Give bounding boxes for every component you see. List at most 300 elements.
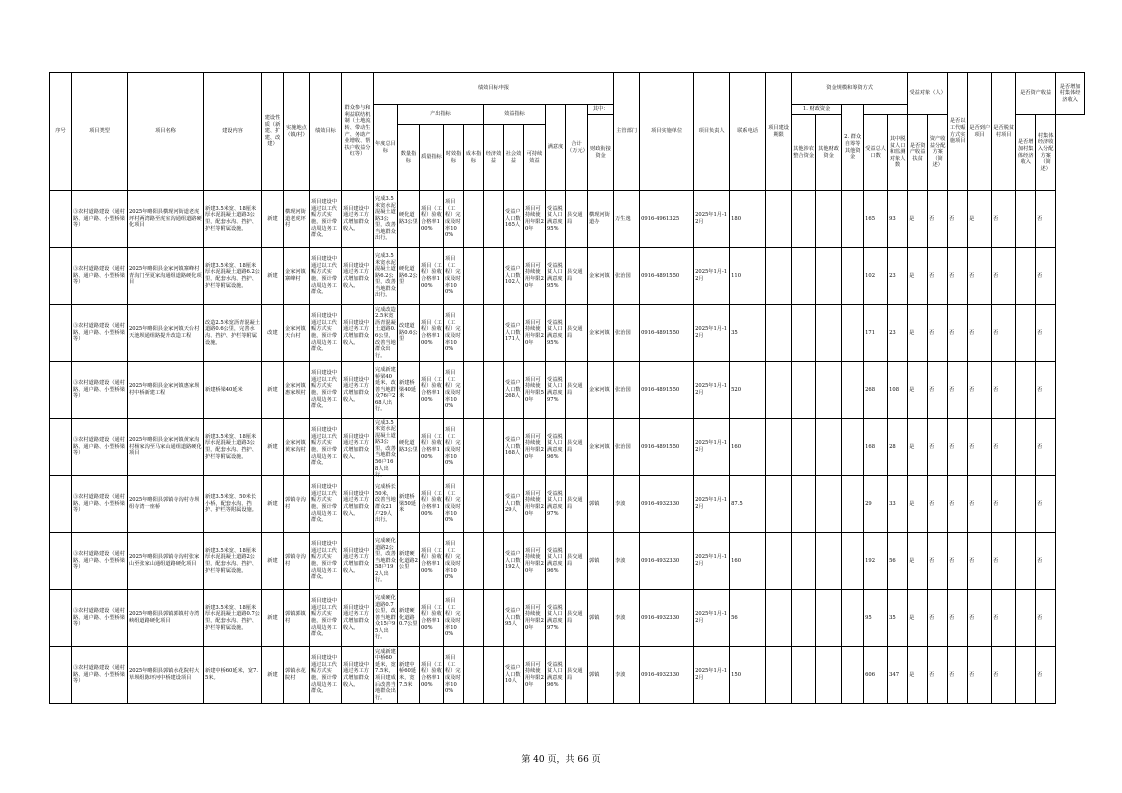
person-cell: 张治国 (614, 248, 640, 305)
header-perf: 绩效目标申报 (374, 73, 614, 105)
benef-poor-cell: 347 (888, 647, 908, 704)
asset-yes-cell: 否 (968, 533, 992, 590)
total-cell: 180 (730, 191, 766, 248)
cost-cell (464, 647, 484, 704)
qty-cell: 新建桥梁50延米 (398, 476, 420, 533)
person-cell: 张治国 (614, 419, 640, 476)
benef-poor-cell: 35 (888, 590, 908, 647)
asset-plan-cell: 否 (992, 305, 1016, 362)
benef-total-cell: 29 (864, 476, 888, 533)
header-timely: 时效指标 (444, 125, 464, 191)
header-among: 其中： (588, 105, 614, 115)
workrelief-cell: 是 (908, 419, 928, 476)
coll-yes-cell (1016, 248, 1036, 305)
content-cell: 改造2.5米宽沥青混凝土道路0.6公里，完善水沟、挡护、护栏等附属设施。 (204, 305, 262, 362)
cost-cell (464, 305, 484, 362)
econ-cell (484, 248, 504, 305)
header-benefit: 效益指标 (484, 105, 546, 125)
table-row (50, 647, 1085, 704)
dept-cell: 县交通局 (566, 419, 588, 476)
table-row (50, 362, 1085, 419)
poorvillage-cell: 否 (948, 419, 968, 476)
header-self: 2. 群众自筹等其他资金 (842, 105, 864, 191)
cost-cell (464, 419, 484, 476)
table-body (50, 191, 1085, 704)
agri-cell (766, 191, 792, 248)
coll-plan-cell: 否 (1036, 590, 1056, 647)
header-target: 绩效目标 (310, 73, 342, 191)
name-cell: 2025年略阳县金家河镇黄家沟村杨家沟至马家山通组道路硬化项目 (128, 419, 204, 476)
coll-plan-cell: 否 (1036, 248, 1056, 305)
mass-cell: 项目建设中通过务工方式增加群众收入。 (342, 647, 374, 704)
poorvillage-cell: 否 (948, 647, 968, 704)
econ-cell (484, 362, 504, 419)
header-funds: 资金规模和筹资方式 (792, 73, 908, 105)
quality-cell: 项目（工程）验收合格率100% (420, 533, 444, 590)
header-type: 项目类型 (72, 73, 128, 191)
period-cell: 2025年1月-12月 (694, 476, 730, 533)
unit-cell: 郭镇 (588, 647, 614, 704)
benef-poor-cell: 93 (888, 191, 908, 248)
benef-total-cell: 102 (864, 248, 888, 305)
header-unit: 项目实施单位 (640, 73, 694, 191)
period-cell: 2025年1月-12月 (694, 362, 730, 419)
cost-cell (464, 248, 484, 305)
seq-cell (50, 362, 72, 419)
quality-cell: 项目（工程）验收合格率100% (420, 647, 444, 704)
type-cell: ③农村道路建设（通村路、通户路、小型桥梁等） (72, 590, 128, 647)
header-workrelief: 是否以工代赈方式实施项目 (948, 73, 968, 191)
agri-cell (766, 533, 792, 590)
content-cell: 新建3.5米宽、18厘米厚水泥混凝土道路2公里，配套水沟、挡护、护栏等附属设施。 (204, 533, 262, 590)
sustain-cell: 项目可持续使用年限20年 (524, 533, 546, 590)
type-cell: ③农村道路建设（通村路、通户路、小型桥梁等） (72, 248, 128, 305)
dept-cell: 县交通局 (566, 191, 588, 248)
location-cell: 横现河街道老虎坪村 (284, 191, 310, 248)
econ-cell (484, 590, 504, 647)
unit-cell: 金家河镇 (588, 305, 614, 362)
social-cell: 受益户人口数29人 (504, 476, 524, 533)
header-poorvillage: 是否脱贫村项目 (992, 73, 1016, 191)
agri-cell (766, 248, 792, 305)
other-fiscal-cell (816, 248, 842, 305)
social-cell: 受益户人口数10人 (504, 647, 524, 704)
table-row (50, 305, 1085, 362)
header-phone: 联系电话 (730, 73, 766, 191)
social-cell: 受益户人口数165人 (504, 191, 524, 248)
table-row (50, 419, 1085, 476)
asset-plan-cell: 否 (992, 533, 1016, 590)
social-cell: 受益户人口数171人 (504, 305, 524, 362)
header-seq: 序号 (50, 73, 72, 191)
content-cell: 新建3.5米宽、18厘米厚水泥混凝土道路3公里，配套水沟、挡护、护栏等附属设施。 (204, 419, 262, 476)
location-cell: 郭镇寺沟村 (284, 476, 310, 533)
other-fiscal-cell (816, 305, 842, 362)
coll-plan-cell: 否 (1036, 191, 1056, 248)
poorvillage-cell: 否 (948, 533, 968, 590)
table-row (50, 248, 1085, 305)
table-row (50, 590, 1085, 647)
other-fiscal-cell (816, 590, 842, 647)
person-cell: 万生逸 (614, 191, 640, 248)
name-cell: 2025年略阳县金家河镇惠家坝村中桥新建工程 (128, 362, 204, 419)
cost-cell (464, 362, 484, 419)
workrelief-cell: 是 (908, 476, 928, 533)
mass-cell: 项目建设中通过务工方式增加群众收入。 (342, 476, 374, 533)
coll-plan-cell: 否 (1036, 533, 1056, 590)
timely-cell: 项目（工程）完成及时率100% (444, 248, 464, 305)
asset-plan-cell: 否 (992, 476, 1016, 533)
header-fiscal: 1. 财政资金 (792, 105, 842, 115)
timely-cell: 项目（工程）完成及时率100% (444, 419, 464, 476)
target-cell: 项目建设中通过以工代赈方式实施，预计带动周边务工群众。 (310, 476, 342, 533)
satis-cell: 受益脱贫人口满意度96% (546, 647, 566, 704)
mass-cell: 项目建设中通过务工方式增加群众收入。 (342, 191, 374, 248)
type-cell: ③农村道路建设（通村路、通户路、小型桥梁等） (72, 191, 128, 248)
location-cell: 郭镇水花院村 (284, 647, 310, 704)
benef-poor-cell: 56 (888, 533, 908, 590)
qty-cell: 新建中桥60延米，宽7.5米 (398, 647, 420, 704)
econ-cell (484, 191, 504, 248)
self-cell (842, 248, 864, 305)
phone-cell: 0916-4932330 (640, 647, 694, 704)
header-mass: 群众参与和利益联结机制（土地流转、带动生产、务助产业增收、帮扶户收益分红等） (342, 73, 374, 191)
header-annual: 年度总目标 (374, 105, 398, 191)
coll-plan-cell: 否 (1036, 362, 1056, 419)
self-cell (842, 362, 864, 419)
nature-cell: 新建 (262, 533, 284, 590)
content-cell: 新建3.5米宽、18厘米厚水泥混凝土道路0.7公里，配套水沟、挡护、护栏等附属设施。 (204, 590, 262, 647)
assetproj-cell: 否 (928, 647, 948, 704)
coll-yes-cell (1016, 476, 1036, 533)
poorvillage-cell: 否 (948, 305, 968, 362)
dept-cell: 县交通局 (566, 476, 588, 533)
total-cell: 87.5 (730, 476, 766, 533)
total-cell: 160 (730, 533, 766, 590)
location-cell: 郭镇寺沟村 (284, 533, 310, 590)
table-row (50, 533, 1085, 590)
header-beneficiary: 受益对象（人） (908, 73, 948, 115)
other-agri-cell (792, 476, 816, 533)
quality-cell: 项目（工程）验收合格率100% (420, 305, 444, 362)
social-cell: 受益户人口数95人 (504, 590, 524, 647)
asset-yes-cell: 否 (968, 362, 992, 419)
other-fiscal-cell (816, 476, 842, 533)
poorvillage-cell: 否 (948, 590, 968, 647)
person-cell: 李波 (614, 590, 640, 647)
location-cell: 金家河镇黄家沟村 (284, 419, 310, 476)
agri-cell (766, 476, 792, 533)
target-cell: 项目建设中通过以工代赈方式实施，预计带动周边务工群众。 (310, 305, 342, 362)
header-benef-total: 受益总人口数 (864, 115, 888, 191)
nature-cell: 新建 (262, 476, 284, 533)
mass-cell: 项目建设中通过务工方式增加群众收入。 (342, 362, 374, 419)
phone-cell: 0916-4961325 (640, 191, 694, 248)
coll-plan-cell: 否 (1036, 476, 1056, 533)
coll-yes-cell (1016, 362, 1036, 419)
total-cell: 150 (730, 647, 766, 704)
mass-cell: 项目建设中通过务工方式增加群众收入。 (342, 248, 374, 305)
period-cell: 2025年1月-12月 (694, 590, 730, 647)
header-asset-plan: 资产收益分配方案（简述） (928, 115, 948, 191)
asset-yes-cell: 否 (968, 248, 992, 305)
content-cell: 新建3.5米宽、18厘米厚水泥混凝土道路3公里，配套水沟、挡护、护栏等附属设施。 (204, 191, 262, 248)
cost-cell (464, 191, 484, 248)
dept-cell: 县交通局 (566, 248, 588, 305)
quality-cell: 项目（工程）验收合格率100% (420, 362, 444, 419)
period-cell: 2025年1月-12月 (694, 533, 730, 590)
benef-poor-cell: 28 (888, 419, 908, 476)
coll-yes-cell (1016, 533, 1036, 590)
other-agri-cell (792, 191, 816, 248)
asset-plan-cell: 否 (992, 647, 1016, 704)
agri-cell (766, 590, 792, 647)
target-cell: 项目建设中通过以工代赈方式实施，预计带动周边务工群众。 (310, 647, 342, 704)
benef-total-cell: 168 (864, 419, 888, 476)
timely-cell: 项目（工程）完成及时率100% (444, 305, 464, 362)
asset-yes-cell: 否 (968, 476, 992, 533)
econ-cell (484, 647, 504, 704)
sustain-cell: 项目可持续使用年限20年 (524, 647, 546, 704)
name-cell: 2025年略阳县横现河街道老虎坪村两湾路至虎室沟通组道路硬化项目 (128, 191, 204, 248)
asset-yes-cell: 否 (968, 590, 992, 647)
content-cell: 新建3.5米宽、50米长小桥，配套水沟、挡护、护栏等附属设施。 (204, 476, 262, 533)
header-asset: 是否资产收益 (1016, 73, 1056, 115)
type-cell: ③农村道路建设（通村路、通户路、小型桥梁等） (72, 419, 128, 476)
other-fiscal-cell (816, 533, 842, 590)
nature-cell: 新建 (262, 590, 284, 647)
header-assetproj: 是否到户项目 (968, 73, 992, 191)
asset-yes-cell: 否 (968, 647, 992, 704)
social-cell: 受益户人口数102人 (504, 248, 524, 305)
total-cell: 35 (730, 305, 766, 362)
annual-cell: 完成改造2.5米宽沥青混凝土道路0.6公里，改善当地群众出行。 (374, 305, 398, 362)
benef-total-cell: 95 (864, 590, 888, 647)
content-cell: 新建3.5米宽、18厘米厚水泥混凝土道路6.2公里，配套水沟、挡护、护栏等附属设施。 (204, 248, 262, 305)
phone-cell: 0916-4891550 (640, 362, 694, 419)
other-agri-cell (792, 248, 816, 305)
header-satis: 满意度 (546, 105, 566, 191)
mass-cell: 项目建设中通过务工方式增加群众收入。 (342, 533, 374, 590)
sustain-cell: 项目可持续使用年限20年 (524, 191, 546, 248)
sustain-cell: 项目可持续使用年限20年 (524, 590, 546, 647)
asset-yes-cell: 是 (968, 191, 992, 248)
assetproj-cell: 否 (928, 248, 948, 305)
seq-cell (50, 305, 72, 362)
header-nature: 建设性质（新建、扩建、改建） (262, 73, 284, 191)
header-person: 项目负责人 (694, 73, 730, 191)
sustain-cell: 项目可持续使用年限20年 (524, 419, 546, 476)
unit-cell: 横现河街道办 (588, 191, 614, 248)
mass-cell: 项目建设中通过务工方式增加群众收入。 (342, 419, 374, 476)
econ-cell (484, 419, 504, 476)
self-cell (842, 590, 864, 647)
asset-plan-cell: 否 (992, 248, 1016, 305)
total-cell: 520 (730, 362, 766, 419)
benef-poor-cell: 108 (888, 362, 908, 419)
self-cell (842, 191, 864, 248)
other-fiscal-cell (816, 362, 842, 419)
self-cell (842, 476, 864, 533)
assetproj-cell: 否 (928, 590, 948, 647)
agri-cell (766, 305, 792, 362)
assetproj-cell: 否 (928, 419, 948, 476)
other-agri-cell (792, 647, 816, 704)
type-cell: ③农村道路建设（通村路、通户路、小型桥梁等） (72, 647, 128, 704)
project-table (49, 72, 1085, 704)
quality-cell: 项目（工程）验收合格率100% (420, 476, 444, 533)
benef-poor-cell: 23 (888, 305, 908, 362)
header-cost: 成本指标 (464, 125, 484, 191)
coll-yes-cell (1016, 305, 1036, 362)
location-cell: 金家河镇寨峰村 (284, 248, 310, 305)
header-location: 实施地点（镇/村） (284, 73, 310, 191)
assetproj-cell: 否 (928, 476, 948, 533)
nature-cell: 改建 (262, 305, 284, 362)
period-cell: 2025年1月-12月 (694, 305, 730, 362)
qty-cell: 新建桥梁40延米 (398, 362, 420, 419)
total-cell: 56 (730, 590, 766, 647)
name-cell: 2025年略阳县郭镇寺沟村寺坝组寺湾一座桥 (128, 476, 204, 533)
content-cell: 新建中桥60延米，宽7.5米。 (204, 647, 262, 704)
satis-cell: 受益脱贫人口满意度95% (546, 248, 566, 305)
phone-cell: 0916-4932330 (640, 533, 694, 590)
person-cell: 张治国 (614, 362, 640, 419)
quality-cell: 项目（工程）验收合格率100% (420, 191, 444, 248)
sustain-cell: 项目可持续使用年限50年 (524, 362, 546, 419)
qty-cell: 硬化道路3公里 (398, 419, 420, 476)
content-cell: 新建桥梁40延米 (204, 362, 262, 419)
benef-total-cell: 165 (864, 191, 888, 248)
seq-cell (50, 476, 72, 533)
type-cell: ③农村道路建设（通村路、通户路、小型桥梁等） (72, 533, 128, 590)
name-cell: 2025年略阳县郭镇寺沟村张家山至张家山通组道路硬化项目 (128, 533, 204, 590)
target-cell: 项目建设中通过以工代赈方式实施，预计带动周边务工群众。 (310, 191, 342, 248)
poorvillage-cell: 否 (948, 191, 968, 248)
other-fiscal-cell (816, 647, 842, 704)
satis-cell: 受益脱贫人口满意度97% (546, 362, 566, 419)
target-cell: 项目建设中通过以工代赈方式实施，预计带动周边务工群众。 (310, 533, 342, 590)
satis-cell: 受益脱贫人口满意度97% (546, 590, 566, 647)
header-asset-yes: 是否资产收益扶贫 (908, 115, 928, 191)
target-cell: 项目建设中通过以工代赈方式实施，预计带动周边务工群众。 (310, 248, 342, 305)
dept-cell: 县交通局 (566, 647, 588, 704)
header-other-agri: 其他涉农整合资金 (792, 115, 816, 191)
workrelief-cell: 是 (908, 362, 928, 419)
table-row (50, 191, 1085, 248)
header-qty: 数量指标 (398, 125, 420, 191)
annual-cell: 完成3.5米宽水泥混凝土道路3公里，改善当地群众56户168人出行。 (375, 419, 396, 479)
poorvillage-cell: 否 (948, 476, 968, 533)
type-cell: ③农村道路建设（通村路、通户路、小型桥梁等） (72, 476, 128, 533)
sustain-cell: 项目可持续使用年限20年 (524, 305, 546, 362)
phone-cell: 0916-4932330 (640, 590, 694, 647)
timely-cell: 项目（工程）完成及时率100% (444, 362, 464, 419)
header-other-fiscal: 其他财政资金 (816, 115, 842, 191)
qty-cell: 新建硬化道路2公里 (398, 533, 420, 590)
header-dept: 主管部门 (614, 73, 640, 191)
total-cell: 160 (730, 419, 766, 476)
agri-cell (766, 419, 792, 476)
timely-cell: 项目（工程）完成及时率100% (444, 476, 464, 533)
qty-cell: 硬化道路3公里 (398, 191, 420, 248)
econ-cell (484, 476, 504, 533)
dept-cell: 县交通局 (566, 305, 588, 362)
header-coll-plan: 村集体经济收入分配方案（简述） (1036, 115, 1056, 191)
header-period: 项目建设期限 (766, 73, 792, 191)
coll-plan-cell: 否 (1036, 647, 1056, 704)
qty-cell: 新建硬化道路0.7公里 (398, 590, 420, 647)
header-collective: 是否增加村集体经济收入 (1056, 73, 1085, 115)
agri-cell (766, 362, 792, 419)
cost-cell (464, 533, 484, 590)
mass-cell: 项目建设中通过务工方式增加群众收入。 (342, 305, 374, 362)
self-cell (842, 647, 864, 704)
assetproj-cell: 否 (928, 305, 948, 362)
coll-yes-cell (1016, 647, 1036, 704)
benef-poor-cell: 33 (888, 476, 908, 533)
annual-cell: 完成3.5米宽水泥混凝土道路6.2公里，改善当地群众出行。 (374, 248, 398, 305)
coll-yes-cell (1016, 590, 1036, 647)
header-content: 建设内容 (204, 73, 262, 191)
mass-cell: 项目建设中通过务工方式增加群众收入。 (342, 590, 374, 647)
other-agri-cell (792, 305, 816, 362)
coll-yes-cell (1016, 191, 1036, 248)
phone-cell: 0916-4891550 (640, 305, 694, 362)
seq-cell (50, 533, 72, 590)
unit-cell: 郭镇 (588, 533, 614, 590)
asset-plan-cell: 否 (992, 191, 1016, 248)
phone-cell: 0916-4891550 (640, 419, 694, 476)
header-benef-poor: 其中脱贫人口和监测对象人数 (888, 115, 908, 191)
workrelief-cell: 是 (908, 533, 928, 590)
period-cell: 2025年1月-12月 (694, 248, 730, 305)
unit-cell: 郭镇 (588, 590, 614, 647)
person-cell: 李波 (614, 533, 640, 590)
unit-cell: 金家河镇 (588, 248, 614, 305)
cost-cell (464, 476, 484, 533)
poorvillage-cell: 否 (948, 248, 968, 305)
other-agri-cell (792, 419, 816, 476)
econ-cell (484, 533, 504, 590)
workrelief-cell: 是 (908, 647, 928, 704)
period-cell: 2025年1月-12月 (694, 191, 730, 248)
self-cell (842, 533, 864, 590)
seq-cell (50, 419, 72, 476)
annual-cell: 完成新建中桥60延米，宽7.5米，项目建成后改善当地群众出行。 (374, 647, 398, 704)
timely-cell: 项目（工程）完成及时率100% (444, 191, 464, 248)
target-cell: 项目建设中通过以工代赈方式实施，预计带动周边务工群众。 (310, 362, 342, 419)
location-cell: 金家河镇惠家坝村 (284, 362, 310, 419)
total-cell: 110 (730, 248, 766, 305)
satis-cell: 受益脱贫人口满意度95% (546, 305, 566, 362)
satis-cell: 受益脱贫人口满意度95% (546, 191, 566, 248)
other-agri-cell (792, 590, 816, 647)
period-cell: 2025年1月-12月 (694, 419, 730, 476)
econ-cell (484, 305, 504, 362)
other-agri-cell (792, 533, 816, 590)
benef-poor-cell: 23 (888, 248, 908, 305)
table-row (50, 476, 1085, 533)
coll-yes-cell (1016, 419, 1036, 476)
timely-cell: 项目（工程）完成及时率100% (444, 590, 464, 647)
dept-cell: 县交通局 (566, 362, 588, 419)
social-cell: 受益户人口数168人 (504, 419, 524, 476)
target-cell: 项目建设中通过以工代赈方式实施，预计带动周边务工群众。 (310, 419, 342, 476)
header-econ: 经济效益 (484, 125, 504, 191)
seq-cell (50, 647, 72, 704)
workrelief-cell: 是 (908, 305, 928, 362)
